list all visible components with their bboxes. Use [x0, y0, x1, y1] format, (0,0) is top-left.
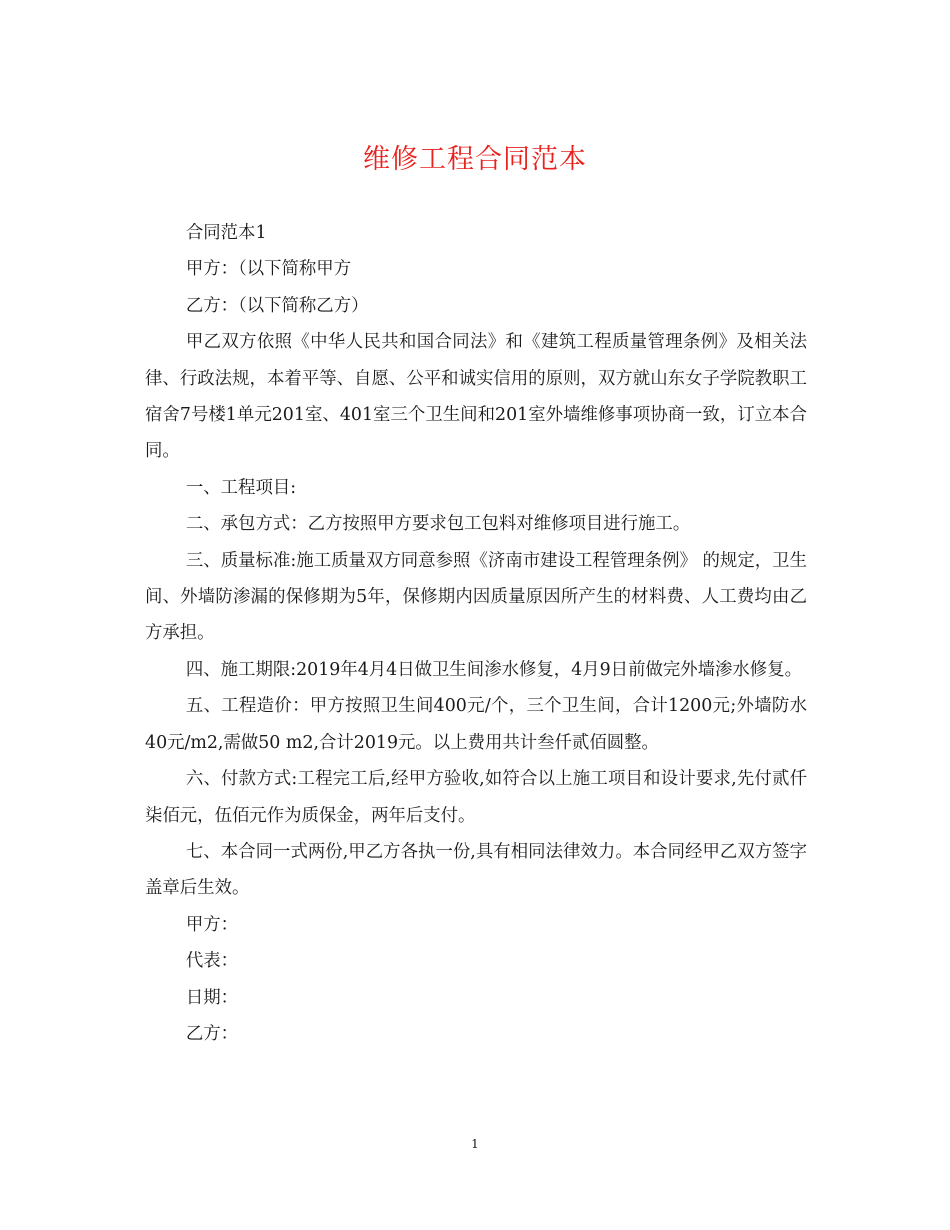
signature-party-b: 乙方：	[185, 1023, 239, 1044]
clause-copies-validity: 七、本合同一式两份,甲乙方各执一份,具有相同法律效力。本合同经甲乙双方签字盖章后生效。	[145, 841, 807, 899]
paragraph-contract-sample-label: 合同范本1	[185, 223, 267, 243]
paragraph-preamble: 甲乙双方依照《中华人民共和国合同法》和《建筑工程质量管理条例》及相关法律、行政法规，本着平等、自愿、公平和诚实信用的原则，双方就山东女子学院教职工宿舍7号楼1单元201室、401室三个卫生间和201室外墙维修事项协商一致，订立本合同。	[145, 332, 807, 462]
clause-contract-method: 二、承包方式：乙方按照甲方要求包工包料对维修项目进行施工。	[185, 514, 691, 535]
clause-construction-period: 四、施工期限:2019年4月4日做卫生间渗水修复，4月9日前做完外墙渗水修复。	[185, 659, 802, 680]
paragraph-party-a: 甲方：（以下简称甲方	[185, 259, 352, 280]
document-title: 维修工程合同范本	[363, 144, 587, 175]
clause-project-cost: 五、工程造价：甲方按照卫生间400元/个，三个卫生间，合计1200元;外墙防水40元/m2,需做50 m2,合计2019元。以上费用共计叁仟贰佰圆整。	[145, 696, 807, 753]
signature-representative: 代表：	[185, 951, 239, 972]
signature-party-a: 甲方：	[185, 914, 239, 935]
document-body	[145, 215, 807, 1052]
page-number: 1	[471, 1137, 479, 1151]
paragraph-party-b: 乙方：（以下简称乙方）	[185, 295, 369, 316]
signature-date: 日期：	[185, 987, 239, 1008]
clause-payment-method: 六、付款方式:工程完工后,经甲方验收,如符合以上施工项目和设计要求,先付贰仟柒佰元，伍佰元作为质保金，两年后支付。	[145, 769, 807, 826]
clause-quality-standard: 三、质量标准:施工质量双方同意参照《济南市建设工程管理条例》 的规定，卫生间、外墙防渗漏的保修期为5年，保修期内因质量原因所产生的材料费、人工费均由乙方承担。	[145, 550, 807, 644]
clause-project: 一、工程项目:	[185, 477, 297, 498]
